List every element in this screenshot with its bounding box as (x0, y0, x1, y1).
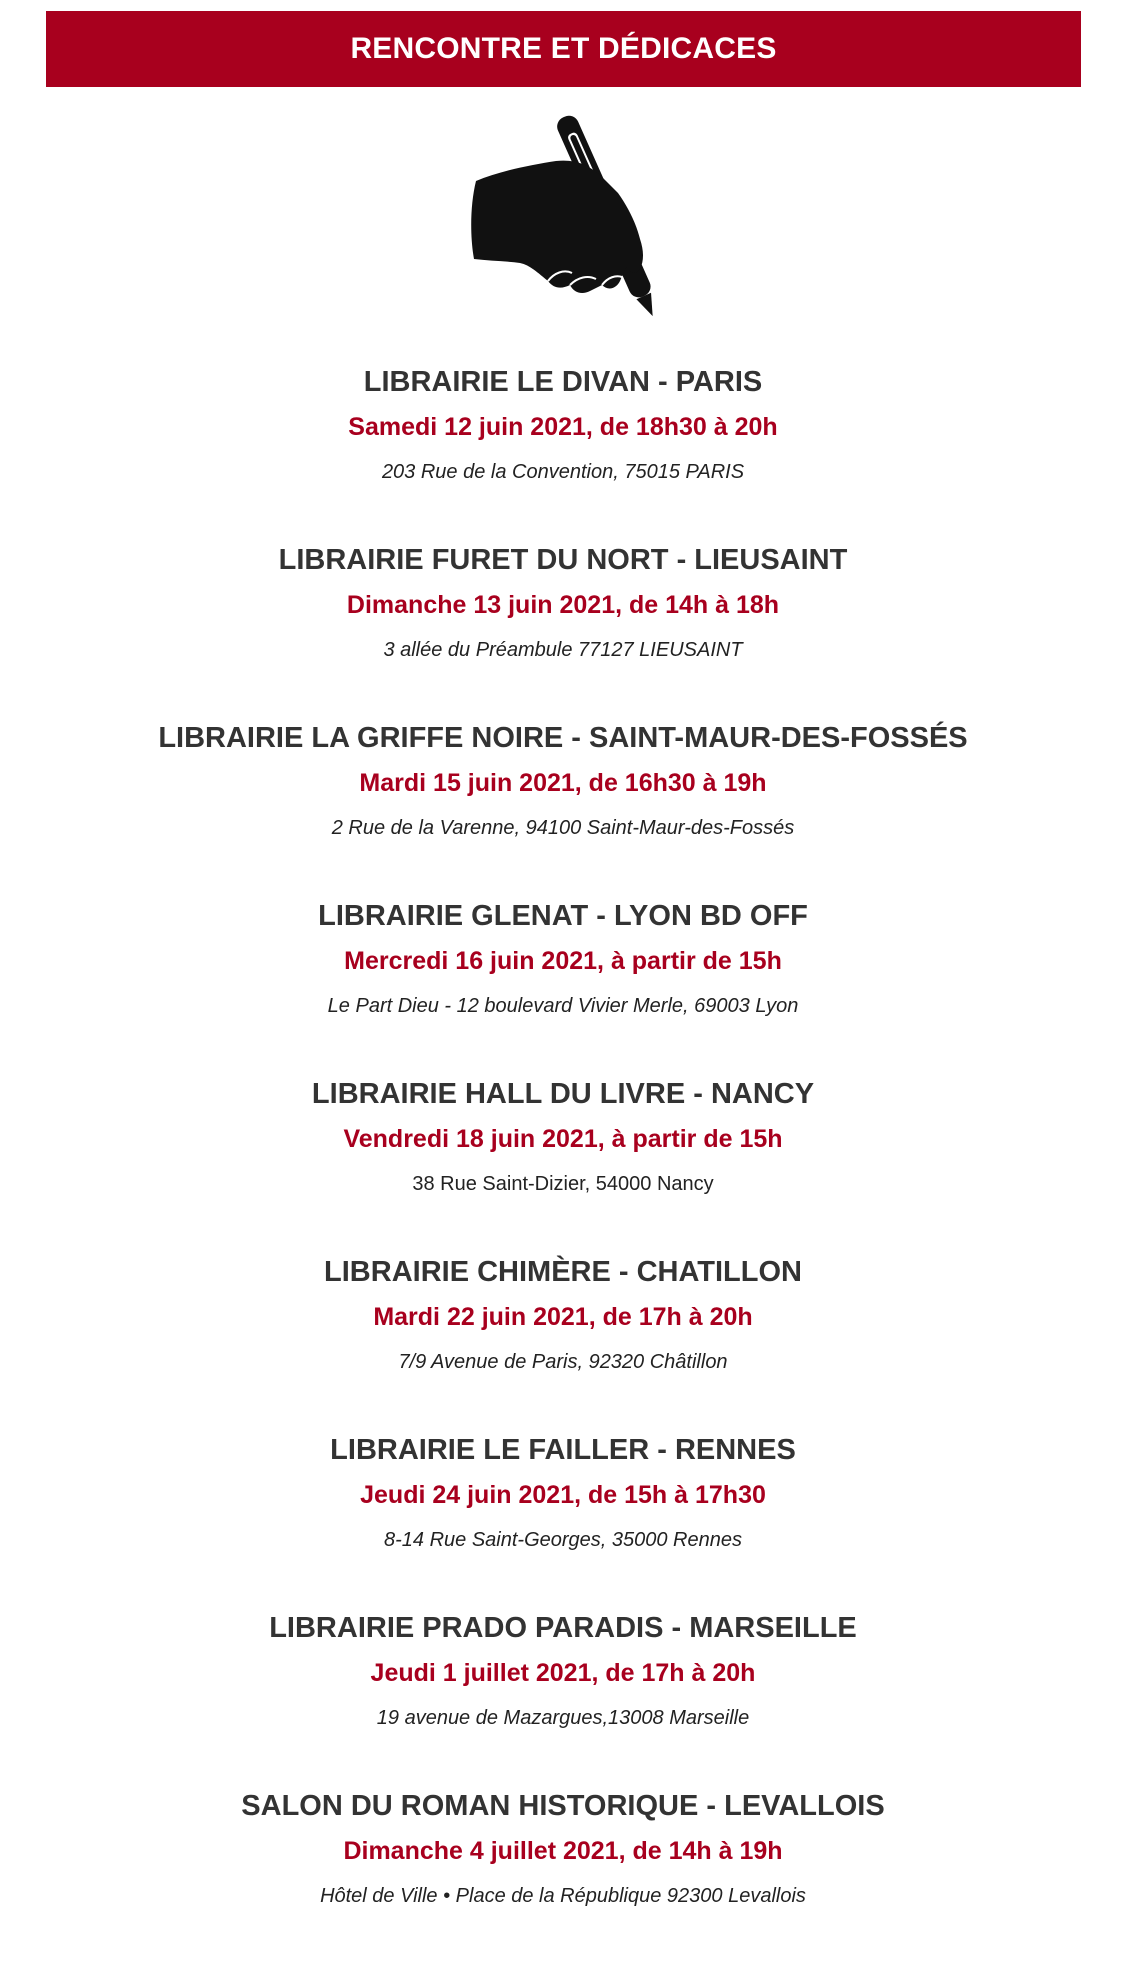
event-date: Dimanche 4 juillet 2021, de 14h à 19h (343, 1837, 783, 1865)
event-address: Hôtel de Ville • Place de la République 92300 Levallois (320, 1885, 806, 1907)
event-address: Le Part Dieu - 12 boulevard Vivier Merle, 69003 Lyon (327, 995, 799, 1017)
event-address: 203 Rue de la Convention, 75015 PARIS (381, 461, 745, 483)
event-item (0, 1252, 1126, 1430)
event-address: 8-14 Rue Saint-Georges, 35000 Rennes (383, 1529, 742, 1551)
event-date: Dimanche 13 juin 2021, de 14h à 18h (346, 591, 780, 619)
section-banner (46, 11, 1081, 87)
event-address: 2 Rue de la Varenne, 94100 Saint-Maur-des-Fossés (331, 817, 795, 839)
event-address: 7/9 Avenue de Paris, 92320 Châtillon (398, 1351, 728, 1373)
event-item (0, 1430, 1126, 1608)
event-address: 38 Rue Saint-Dizier, 54000 Nancy (412, 1173, 714, 1195)
event-date: Mercredi 16 juin 2021, à partir de 15h (344, 947, 782, 975)
event-item (0, 1608, 1126, 1786)
event-address: 19 avenue de Mazargues,13008 Marseille (376, 1707, 750, 1729)
banner-title: RENCONTRE ET DÉDICACES (350, 32, 777, 65)
hand-writing-with-pen-icon (460, 113, 670, 328)
bookstore-name: LIBRAIRIE LE FAILLER - RENNES (330, 1434, 796, 1466)
bookstore-name: LIBRAIRIE CHIMÈRE - CHATILLON (324, 1256, 802, 1288)
bookstore-name: LIBRAIRIE GLENAT - LYON BD OFF (318, 900, 808, 932)
events-list (0, 362, 1126, 1964)
event-date: Jeudi 24 juin 2021, de 15h à 17h30 (360, 1481, 766, 1509)
bookstore-name: LIBRAIRIE HALL DU LIVRE - NANCY (311, 1078, 815, 1110)
event-date: Jeudi 1 juillet 2021, de 17h à 20h (370, 1659, 756, 1687)
event-item (0, 1786, 1126, 1964)
event-item (0, 362, 1126, 540)
event-address: 3 allée du Préambule 77127 LIEUSAINT (383, 639, 743, 661)
event-date: Mardi 15 juin 2021, de 16h30 à 19h (359, 769, 767, 797)
event-date: Mardi 22 juin 2021, de 17h à 20h (373, 1303, 753, 1331)
bookstore-name: LIBRAIRIE LA GRIFFE NOIRE - SAINT-MAUR-DES-FOSSÉS (158, 722, 968, 754)
bookstore-name: LIBRAIRIE FURET DU NORT - LIEUSAINT (278, 544, 848, 576)
bookstore-name: LIBRAIRIE PRADO PARADIS - MARSEILLE (269, 1612, 857, 1644)
event-date: Vendredi 18 juin 2021, à partir de 15h (343, 1125, 783, 1153)
bookstore-name: SALON DU ROMAN HISTORIQUE - LEVALLOIS (241, 1790, 885, 1822)
bookstore-name: LIBRAIRIE LE DIVAN - PARIS (363, 366, 763, 398)
event-item (0, 540, 1126, 718)
event-item (0, 1074, 1126, 1252)
event-item (0, 718, 1126, 896)
event-date: Samedi 12 juin 2021, de 18h30 à 20h (348, 413, 778, 441)
event-item (0, 896, 1126, 1074)
